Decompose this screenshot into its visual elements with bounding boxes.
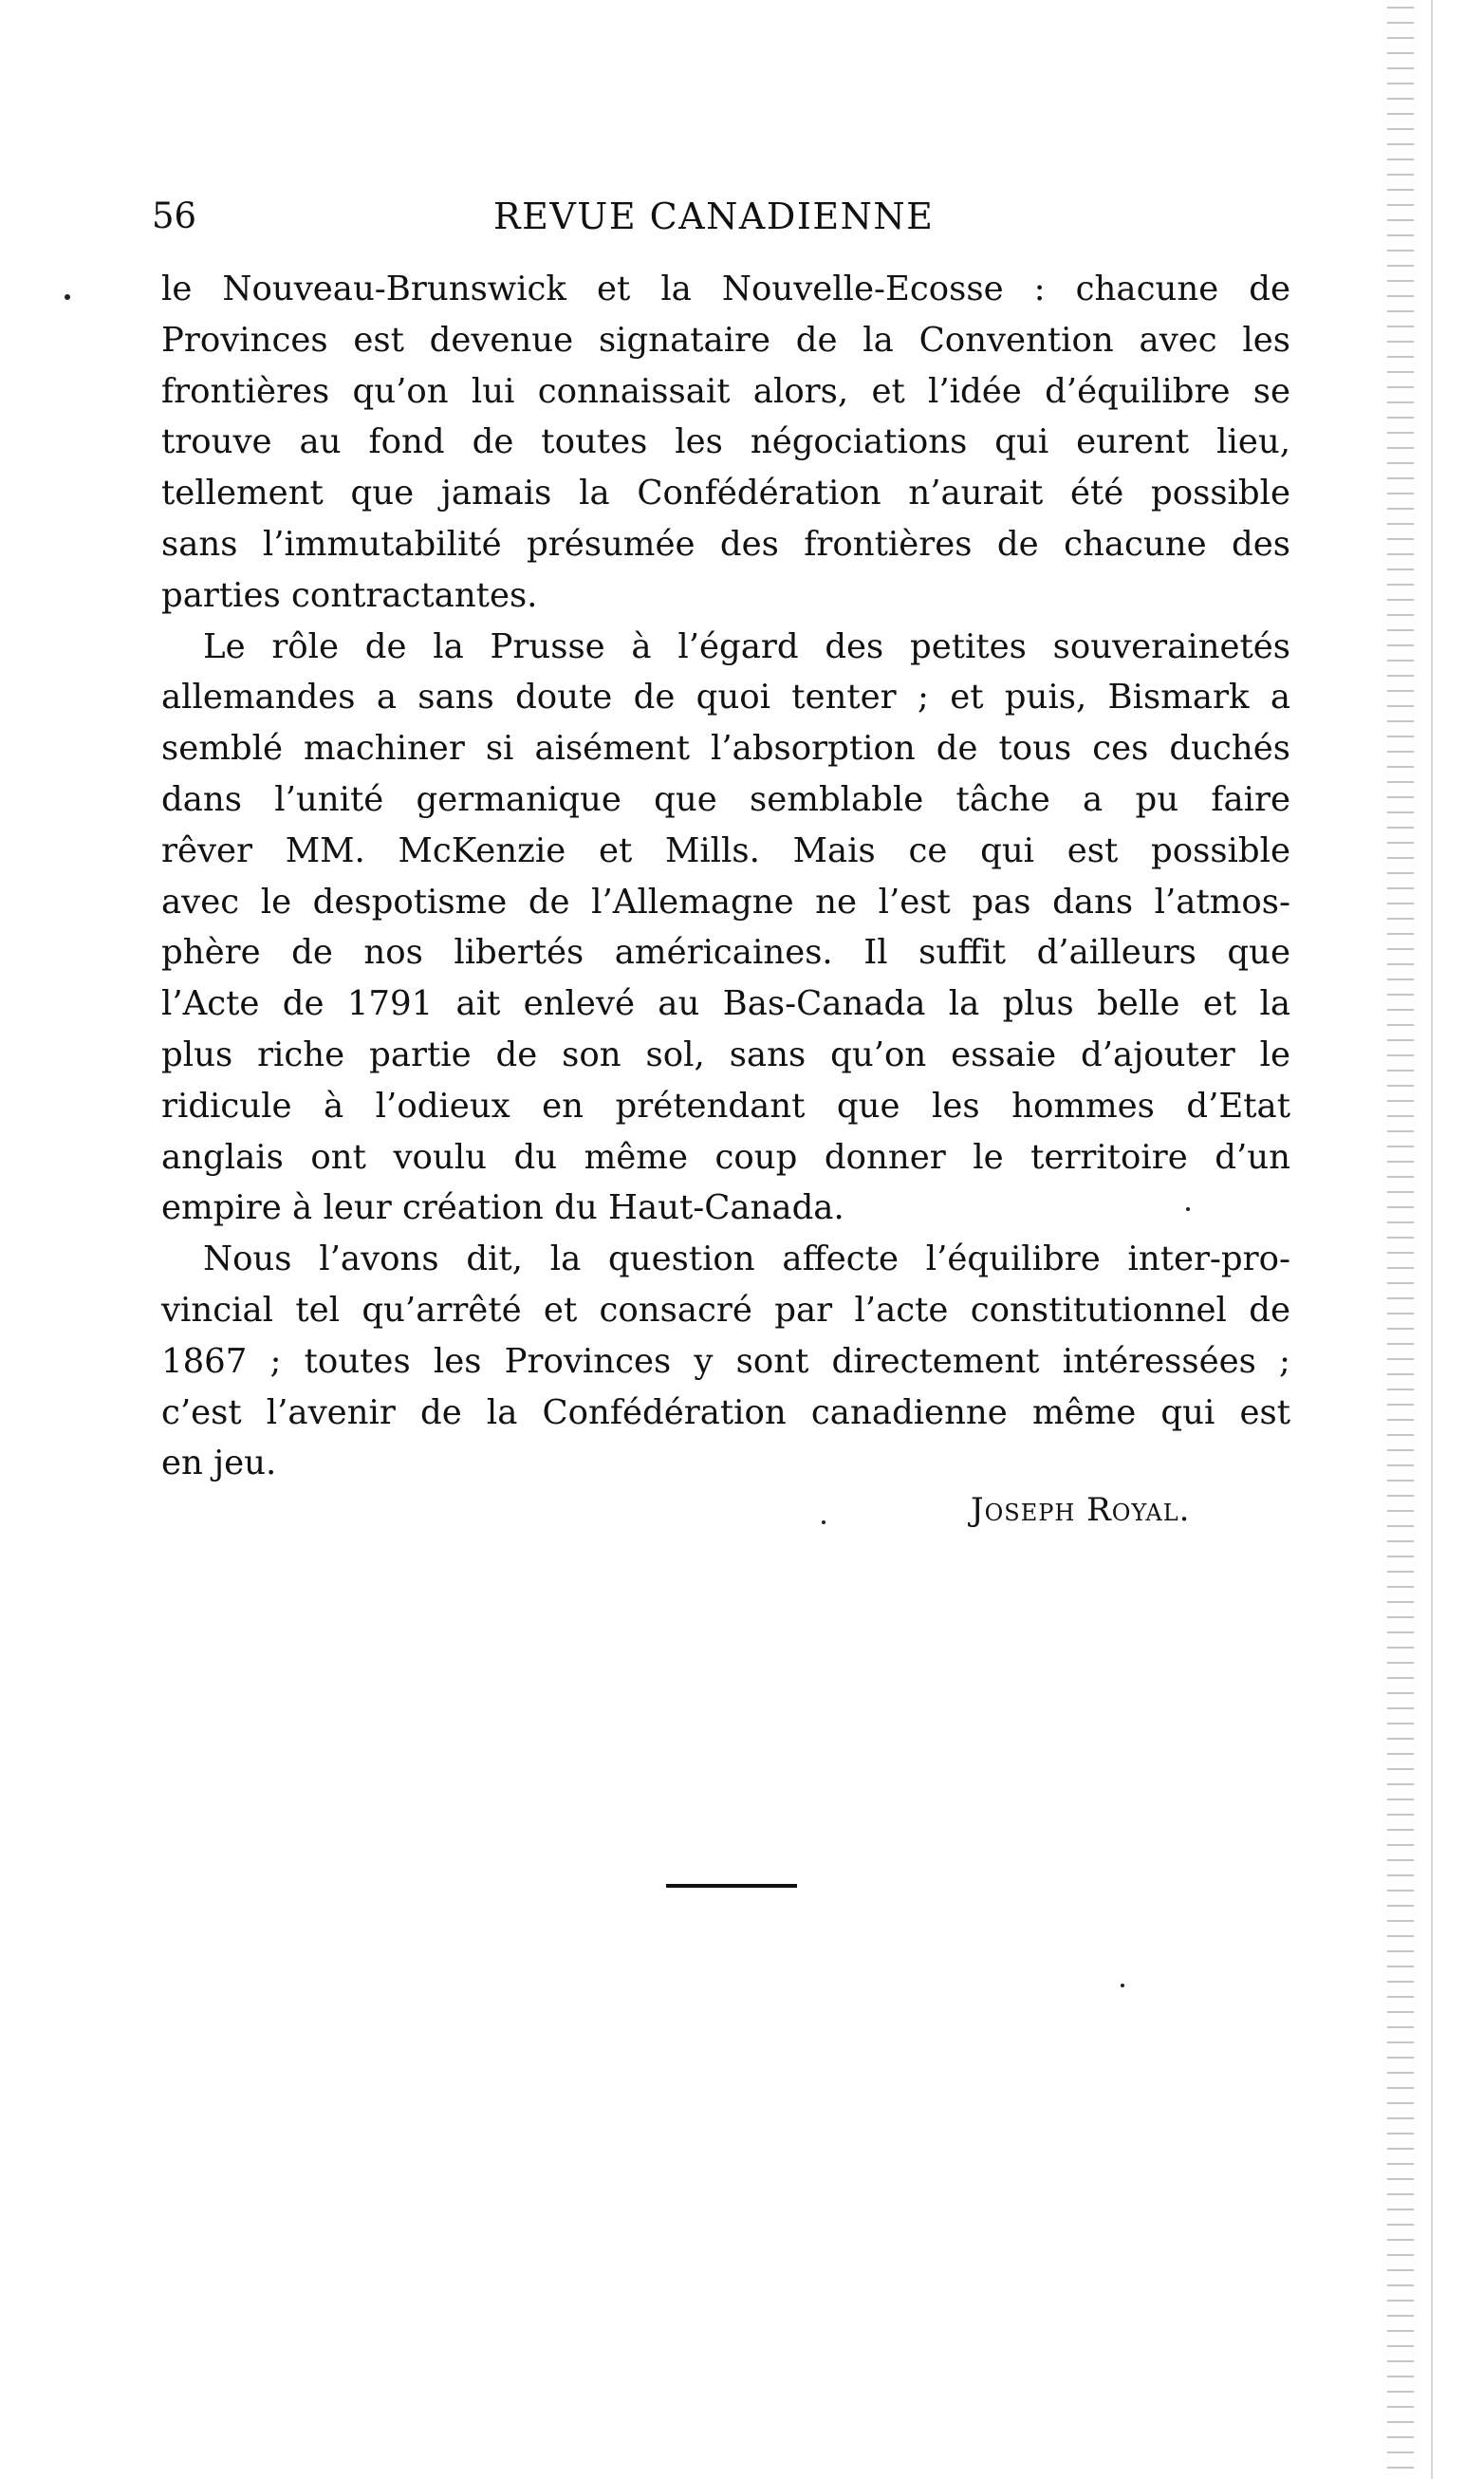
text-line: Nous l’avons dit, la question affecte l’équilibre inter-pro- [203, 1240, 1290, 1279]
text-line: sans l’immutabilité présumée des frontières de chacune des [161, 524, 1290, 564]
end-rule [666, 1884, 797, 1888]
text-line: c’est l’avenir de la Confédération canadienne même qui est [161, 1392, 1290, 1432]
text-line: parties contractantes. [161, 575, 538, 615]
text-line: 1867 ; toutes les Provinces y sont directement intéressées ; [161, 1341, 1290, 1381]
running-head [152, 188, 1290, 245]
text-line: l’Acte de 1791 ait enlevé au Bas-Canada la plus belle et la [161, 984, 1290, 1024]
text-line: avec le despotisme de l’Allemagne ne l’est pas dans l’atmos- [161, 882, 1290, 922]
stray-mark [65, 294, 70, 300]
text-line: vincial tel qu’arrêté et consacré par l’acte constitutionnel de [161, 1290, 1290, 1330]
page-number: 56 [152, 196, 197, 236]
text-line: dans l’unité germanique que semblable tâche a pu faire [161, 779, 1290, 819]
text-line: phère de nos libertés américaines. Il suffit d’ailleurs que [161, 933, 1290, 973]
text-line: Provinces est devenue signataire de la Convention avec les [161, 320, 1290, 360]
stray-mark [822, 1520, 825, 1524]
text-line: Le rôle de la Prusse à l’égard des petites souverainetés [203, 626, 1290, 666]
text-line: plus riche partie de son sol, sans qu’on essaie d’ajouter le [161, 1034, 1290, 1074]
text-line: ridicule à l’odieux en prétendant que les hommes d’Etat [161, 1086, 1290, 1126]
text-line: empire à leur création du Haut-Canada. [161, 1188, 844, 1228]
text-line: allemandes a sans doute de quoi tenter ; et puis, Bismark a [161, 678, 1290, 718]
text-line: anglais ont voulu du même coup donner le territoire d’un [161, 1137, 1290, 1177]
text-line: le Nouveau-Brunswick et la Nouvelle-Ecosse : chacune de [161, 270, 1290, 308]
text-line: trouve au fond de toutes les négociations qui eurent lieu, [161, 422, 1290, 462]
journal-title: REVUE CANADIENNE [493, 196, 935, 237]
text-line: tellement que jamais la Confédération n’aurait été possible [161, 474, 1290, 513]
stray-mark [1121, 1984, 1124, 1987]
scan-edge-line [1431, 0, 1433, 2479]
text-line: en jeu. [161, 1444, 277, 1483]
text-line: rêver MM. McKenzie et Mills. Mais ce qui est possible [161, 830, 1290, 870]
text-line: frontières qu’on lui connaissait alors, et l’idée d’équilibre se [161, 371, 1290, 411]
article-text [161, 264, 1290, 1489]
author-signature: Joseph Royal. [971, 1491, 1191, 1529]
text-line: semblé machiner si aisément l’absorption de tous ces duchés [161, 729, 1290, 769]
scan-edge-artifact [1387, 0, 1414, 2479]
